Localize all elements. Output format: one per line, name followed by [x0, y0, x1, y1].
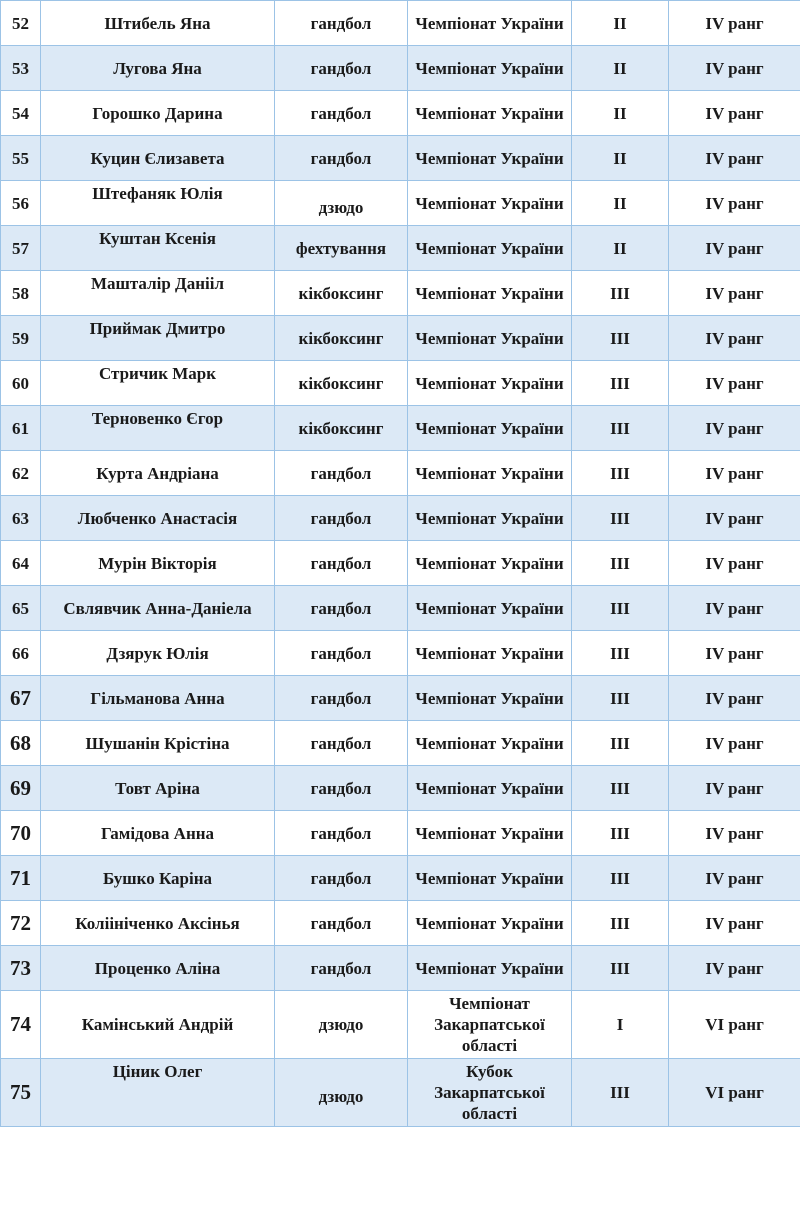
- row-number: 63: [1, 496, 41, 541]
- rank-value: IV ранг: [669, 856, 800, 901]
- place-value: II: [572, 46, 669, 91]
- table-row: [1, 1059, 800, 1127]
- athlete-name: Проценко Аліна: [41, 946, 275, 991]
- competition-name: Чемпіонат України: [408, 316, 572, 361]
- table-row: [1, 901, 800, 946]
- athlete-name: Лугова Яна: [41, 46, 275, 91]
- row-number: 61: [1, 406, 41, 451]
- athlete-name: Коліініченко Аксінья: [41, 901, 275, 946]
- row-number: 59: [1, 316, 41, 361]
- athlete-name: Курта Андріана: [41, 451, 275, 496]
- place-value: III: [572, 496, 669, 541]
- table-row: [1, 91, 800, 136]
- competition-name: Чемпіонат України: [408, 901, 572, 946]
- row-number: 67: [1, 676, 41, 721]
- row-number: 69: [1, 766, 41, 811]
- rank-value: IV ранг: [669, 361, 800, 406]
- place-value: III: [572, 901, 669, 946]
- rank-value: IV ранг: [669, 91, 800, 136]
- table-row: [1, 136, 800, 181]
- athlete-name: Дзярук Юлія: [41, 631, 275, 676]
- row-number: 60: [1, 361, 41, 406]
- place-value: III: [572, 361, 669, 406]
- competition-name: Чемпіонат України: [408, 91, 572, 136]
- row-number: 53: [1, 46, 41, 91]
- table-row: [1, 946, 800, 991]
- table-row: [1, 541, 800, 586]
- row-number: 74: [1, 991, 41, 1059]
- table-row: [1, 46, 800, 91]
- sport-name: гандбол: [275, 46, 408, 91]
- competition-name: Чемпіонат України: [408, 226, 572, 271]
- rank-value: IV ранг: [669, 946, 800, 991]
- table-row: [1, 451, 800, 496]
- place-value: III: [572, 766, 669, 811]
- competition-name: Чемпіонат України: [408, 541, 572, 586]
- rank-value: IV ранг: [669, 496, 800, 541]
- rank-value: IV ранг: [669, 766, 800, 811]
- place-value: III: [572, 541, 669, 586]
- athlete-name: Машталір Данііл: [41, 271, 275, 316]
- row-number: 62: [1, 451, 41, 496]
- sport-name: гандбол: [275, 541, 408, 586]
- rank-value: IV ранг: [669, 1, 800, 46]
- sport-name: дзюдо: [275, 181, 408, 226]
- athlete-name: Камінський Андрій: [41, 991, 275, 1059]
- competition-name: Чемпіонат України: [408, 586, 572, 631]
- athlete-name: Ціник Олег: [41, 1059, 275, 1127]
- athlete-name: Стричик Марк: [41, 361, 275, 406]
- sport-name: гандбол: [275, 856, 408, 901]
- athlete-name: Гамідова Анна: [41, 811, 275, 856]
- athlete-name: Свлявчик Анна-Даніела: [41, 586, 275, 631]
- competition-name: Кубок Закарпатської області: [408, 1059, 572, 1127]
- table-row: [1, 676, 800, 721]
- rank-value: IV ранг: [669, 586, 800, 631]
- place-value: III: [572, 676, 669, 721]
- row-number: 66: [1, 631, 41, 676]
- sport-name: гандбол: [275, 91, 408, 136]
- table-row: [1, 766, 800, 811]
- table-row: [1, 811, 800, 856]
- rank-value: IV ранг: [669, 406, 800, 451]
- competition-name: Чемпіонат України: [408, 46, 572, 91]
- row-number: 52: [1, 1, 41, 46]
- athlete-name: Штибель Яна: [41, 1, 275, 46]
- table-row: [1, 181, 800, 226]
- sport-name: дзюдо: [275, 991, 408, 1059]
- athlete-name: Любченко Анастасія: [41, 496, 275, 541]
- rank-value: IV ранг: [669, 181, 800, 226]
- rank-value: IV ранг: [669, 271, 800, 316]
- row-number: 73: [1, 946, 41, 991]
- place-value: III: [572, 271, 669, 316]
- table-row: [1, 991, 800, 1059]
- row-number: 75: [1, 1059, 41, 1127]
- competition-name: Чемпіонат України: [408, 451, 572, 496]
- place-value: III: [572, 721, 669, 766]
- athlete-name: Штефаняк Юлія: [41, 181, 275, 226]
- athlete-name: Мурін Вікторія: [41, 541, 275, 586]
- row-number: 55: [1, 136, 41, 181]
- table-row: [1, 226, 800, 271]
- place-value: II: [572, 136, 669, 181]
- row-number: 65: [1, 586, 41, 631]
- sport-name: гандбол: [275, 136, 408, 181]
- place-value: II: [572, 181, 669, 226]
- table-row: [1, 856, 800, 901]
- athlete-name: Шушанін Крістіна: [41, 721, 275, 766]
- competition-name: Чемпіонат України: [408, 361, 572, 406]
- competition-name: Чемпіонат України: [408, 136, 572, 181]
- row-number: 56: [1, 181, 41, 226]
- place-value: III: [572, 631, 669, 676]
- place-value: III: [572, 586, 669, 631]
- competition-name: Чемпіонат Закарпатської області: [408, 991, 572, 1059]
- rank-value: IV ранг: [669, 136, 800, 181]
- competition-name: Чемпіонат України: [408, 631, 572, 676]
- sport-name: гандбол: [275, 586, 408, 631]
- place-value: II: [572, 1, 669, 46]
- athlete-name: Куштан Ксенія: [41, 226, 275, 271]
- place-value: II: [572, 91, 669, 136]
- rank-value: IV ранг: [669, 316, 800, 361]
- athlete-name: Товт Аріна: [41, 766, 275, 811]
- competition-name: Чемпіонат України: [408, 271, 572, 316]
- table-row: [1, 361, 800, 406]
- row-number: 58: [1, 271, 41, 316]
- sport-name: кікбоксинг: [275, 406, 408, 451]
- place-value: III: [572, 316, 669, 361]
- place-value: I: [572, 991, 669, 1059]
- row-number: 54: [1, 91, 41, 136]
- athlete-name: Терновенко Єгор: [41, 406, 275, 451]
- competition-name: Чемпіонат України: [408, 856, 572, 901]
- athlete-name: Бушко Каріна: [41, 856, 275, 901]
- sport-name: кікбоксинг: [275, 316, 408, 361]
- athlete-name: Куцин Єлизавета: [41, 136, 275, 181]
- rank-value: IV ранг: [669, 676, 800, 721]
- rank-value: IV ранг: [669, 811, 800, 856]
- rank-value: IV ранг: [669, 46, 800, 91]
- athlete-name: Горошко Дарина: [41, 91, 275, 136]
- sport-name: гандбол: [275, 631, 408, 676]
- competition-name: Чемпіонат України: [408, 676, 572, 721]
- sport-name: гандбол: [275, 811, 408, 856]
- place-value: III: [572, 406, 669, 451]
- competition-name: Чемпіонат України: [408, 766, 572, 811]
- place-value: III: [572, 1059, 669, 1127]
- place-value: III: [572, 451, 669, 496]
- row-number: 72: [1, 901, 41, 946]
- rank-value: IV ранг: [669, 541, 800, 586]
- place-value: III: [572, 856, 669, 901]
- sport-name: гандбол: [275, 946, 408, 991]
- athlete-name: Гільманова Анна: [41, 676, 275, 721]
- sport-name: гандбол: [275, 901, 408, 946]
- sport-name: гандбол: [275, 1, 408, 46]
- table-row: [1, 271, 800, 316]
- row-number: 68: [1, 721, 41, 766]
- athlete-name: Приймак Дмитро: [41, 316, 275, 361]
- table-row: [1, 316, 800, 361]
- sport-name: дзюдо: [275, 1059, 408, 1127]
- place-value: III: [572, 946, 669, 991]
- rank-value: IV ранг: [669, 721, 800, 766]
- table-row: [1, 721, 800, 766]
- sport-name: гандбол: [275, 721, 408, 766]
- place-value: III: [572, 811, 669, 856]
- competition-name: Чемпіонат України: [408, 811, 572, 856]
- rank-value: IV ранг: [669, 631, 800, 676]
- rank-value: IV ранг: [669, 226, 800, 271]
- competition-name: Чемпіонат України: [408, 496, 572, 541]
- row-number: 57: [1, 226, 41, 271]
- sport-name: гандбол: [275, 766, 408, 811]
- table-row: [1, 1, 800, 46]
- sport-name: гандбол: [275, 496, 408, 541]
- competition-name: Чемпіонат України: [408, 946, 572, 991]
- sport-name: гандбол: [275, 451, 408, 496]
- table-row: [1, 586, 800, 631]
- rank-value: VI ранг: [669, 991, 800, 1059]
- competition-name: Чемпіонат України: [408, 406, 572, 451]
- rank-value: VI ранг: [669, 1059, 800, 1127]
- competition-name: Чемпіонат України: [408, 721, 572, 766]
- sport-name: кікбоксинг: [275, 361, 408, 406]
- table-row: [1, 406, 800, 451]
- rank-value: IV ранг: [669, 901, 800, 946]
- table-row: [1, 496, 800, 541]
- rank-value: IV ранг: [669, 451, 800, 496]
- row-number: 64: [1, 541, 41, 586]
- table-row: [1, 631, 800, 676]
- sport-name: гандбол: [275, 676, 408, 721]
- sport-name: фехтування: [275, 226, 408, 271]
- competition-name: Чемпіонат України: [408, 181, 572, 226]
- sport-name: кікбоксинг: [275, 271, 408, 316]
- row-number: 70: [1, 811, 41, 856]
- results-table-body: [1, 1, 800, 1127]
- row-number: 71: [1, 856, 41, 901]
- place-value: II: [572, 226, 669, 271]
- competition-name: Чемпіонат України: [408, 1, 572, 46]
